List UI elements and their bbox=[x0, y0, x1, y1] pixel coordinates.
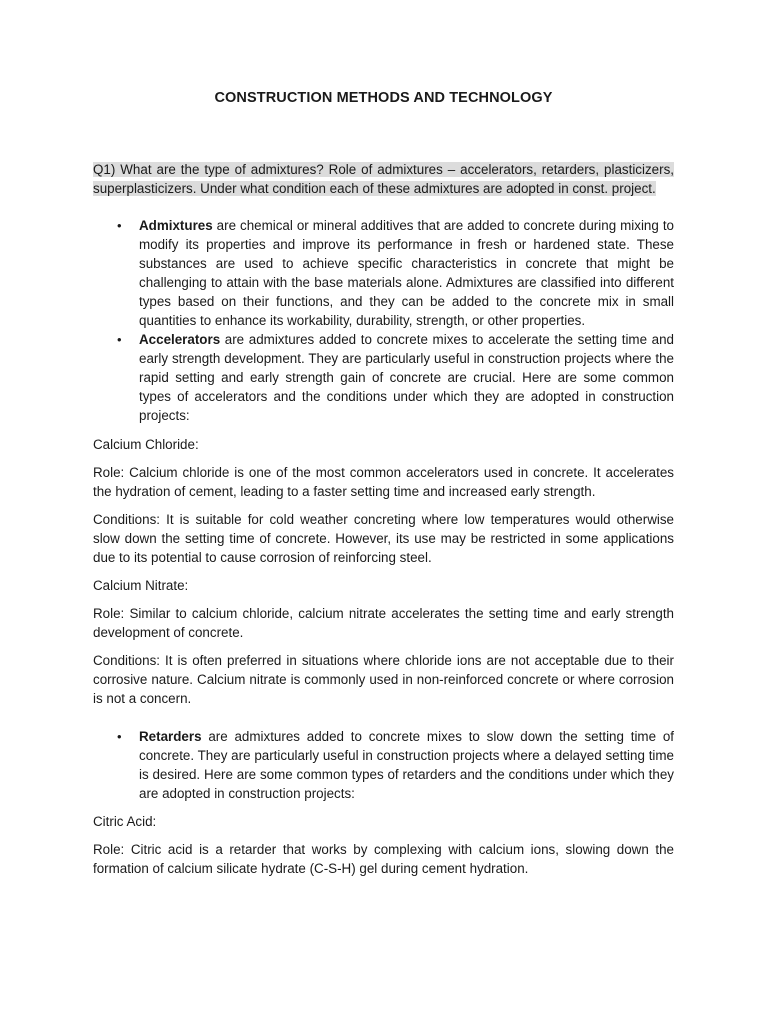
document-title: CONSTRUCTION METHODS AND TECHNOLOGY bbox=[214, 90, 553, 106]
bullet-list-retarders bbox=[93, 727, 674, 803]
bullet-item-retarders bbox=[117, 727, 674, 803]
question-text: Q1) What are the type of admixtures? Role of admixtures – accelerators, retarders, plasticizers, superplasticizers. Under what condition each of these admixtures are adopted in const. project. bbox=[93, 162, 674, 196]
calcium-chloride-heading: Calcium Chloride: bbox=[93, 437, 199, 452]
calcium-chloride-role: Role: Calcium chloride is one of the most common accelerators used in concrete. It accelerates the hydration of cement, leading to a faster setting time and increased early strength. bbox=[93, 465, 674, 499]
bullet-text: are chemical or mineral additives that are added to concrete during mixing to modify its properties and improve its performance in fresh or hardened state. These substances are used to achieve specific characteristics in concrete that might be challenging to attain with the base materials alone. Admixtures are classified into different types based on their functions, and they can be added to the concrete mix in small quantities to enhance its workability, durability, strength, or other properties. bbox=[139, 218, 674, 328]
bullet-icon: • bbox=[117, 218, 122, 233]
bullet-text: are admixtures added to concrete mixes to accelerate the setting time and early strength development. They are particularly useful in construction projects where the rapid setting and early strength gain of concrete are crucial. Here are some common types of accelerators and the conditions under which they are adopted in construction projects: bbox=[139, 332, 674, 423]
calcium-nitrate-conditions: Conditions: It is often preferred in situations where chloride ions are not acceptable due to their corrosive nature. Calcium nitrate is commonly used in non-reinforced concrete or where corrosion is not a concern. bbox=[93, 653, 674, 706]
calcium-chloride-conditions: Conditions: It is suitable for cold weather concreting where low temperatures would otherwise slow down the setting time of concrete. However, its use may be restricted in some applications due to its potential to cause corrosion of reinforcing steel. bbox=[93, 512, 674, 565]
bullet-icon: • bbox=[117, 332, 122, 347]
bullet-term: Retarders bbox=[139, 729, 202, 744]
calcium-nitrate-heading: Calcium Nitrate: bbox=[93, 578, 189, 593]
bullet-item-admixtures bbox=[117, 216, 674, 330]
bullet-item-accelerators bbox=[117, 330, 674, 425]
calcium-nitrate-role: Role: Similar to calcium chloride, calcium nitrate accelerates the setting time and early strength development of concrete. bbox=[93, 606, 674, 640]
bullet-list-admixtures bbox=[93, 216, 674, 425]
bullet-icon: • bbox=[117, 729, 122, 744]
citric-acid-heading: Citric Acid: bbox=[93, 814, 157, 829]
question-block bbox=[93, 160, 674, 198]
bullet-text: are admixtures added to concrete mixes to slow down the setting time of concrete. They are particularly useful in construction projects where a delayed setting time is desired. Here are some common types of retarders and the conditions under which they are adopted in construction projects: bbox=[139, 729, 674, 801]
bullet-term: Accelerators bbox=[139, 332, 221, 347]
bullet-term: Admixtures bbox=[139, 218, 213, 233]
citric-acid-role: Role: Citric acid is a retarder that works by complexing with calcium ions, slowing down the formation of calcium silicate hydrate (C-S-H) gel during cement hydration. bbox=[93, 842, 674, 876]
